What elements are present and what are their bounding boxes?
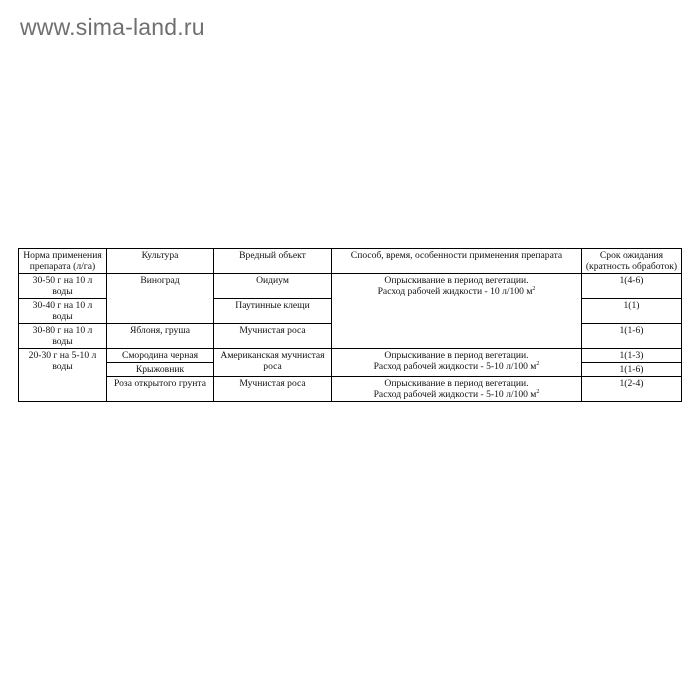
pest-cell: Паутинные клещи (214, 299, 332, 324)
superscript: 2 (536, 360, 540, 367)
norm-cell: 30-50 г на 10 л воды (19, 274, 107, 299)
pest-cell: Мучнистая роса (214, 377, 332, 402)
method-line-2 (335, 361, 578, 372)
treatment-table (18, 248, 682, 402)
method-text: Расход рабочей жидкости - 10 л/100 м (377, 286, 533, 297)
crop-cell: Роза открытого грунта (107, 377, 214, 402)
norm-cell: 30-80 г на 10 л воды (19, 324, 107, 349)
superscript: 2 (532, 285, 536, 292)
wait-cell: 1(1-6) (582, 324, 682, 349)
method-cell (332, 274, 582, 349)
wait-cell: 1(1-6) (582, 363, 682, 377)
watermark-text: www.sima-land.ru (20, 14, 205, 40)
method-line-1: Опрыскивание в период вегетации. (384, 350, 529, 361)
wait-cell: 1(1) (582, 299, 682, 324)
method-cell (332, 349, 582, 377)
crop-cell: Смородина черная (107, 349, 214, 363)
table-row (19, 349, 682, 363)
header-wait: Срок ожидания (кратность обработок) (582, 249, 682, 274)
superscript: 2 (536, 388, 540, 395)
crop-cell: Яблоня, груша (107, 324, 214, 349)
pest-cell: Американская мучнистая роса (214, 349, 332, 377)
norm-cell: 30-40 г на 10 л воды (19, 299, 107, 324)
method-text: Расход рабочей жидкости - 5-10 л/100 м (373, 361, 537, 372)
crop-cell: Крыжовник (107, 363, 214, 377)
pest-cell: Оидиум (214, 274, 332, 299)
header-norm: Норма применения препарата (л/га) (19, 249, 107, 274)
header-pest: Вредный объект (214, 249, 332, 274)
method-line-2 (335, 389, 578, 400)
table-header-row (19, 249, 682, 274)
method-line-2 (335, 286, 578, 297)
wait-cell: 1(4-6) (582, 274, 682, 299)
method-text: Расход рабочей жидкости - 5-10 л/100 м (373, 389, 537, 400)
pest-cell: Мучнистая роса (214, 324, 332, 349)
table-row (19, 377, 682, 402)
header-crop: Культура (107, 249, 214, 274)
method-line-1: Опрыскивание в период вегетации. (384, 378, 529, 389)
crop-cell: Виноград (107, 274, 214, 324)
norm-cell: 20-30 г на 5-10 л воды (19, 349, 107, 402)
wait-cell: 1(2-4) (582, 377, 682, 402)
method-cell (332, 377, 582, 402)
wait-cell: 1(1-3) (582, 349, 682, 363)
header-method: Способ, время, особенности применения препарата (332, 249, 582, 274)
method-line-1: Опрыскивание в период вегетации. (384, 275, 529, 286)
table-row (19, 274, 682, 299)
